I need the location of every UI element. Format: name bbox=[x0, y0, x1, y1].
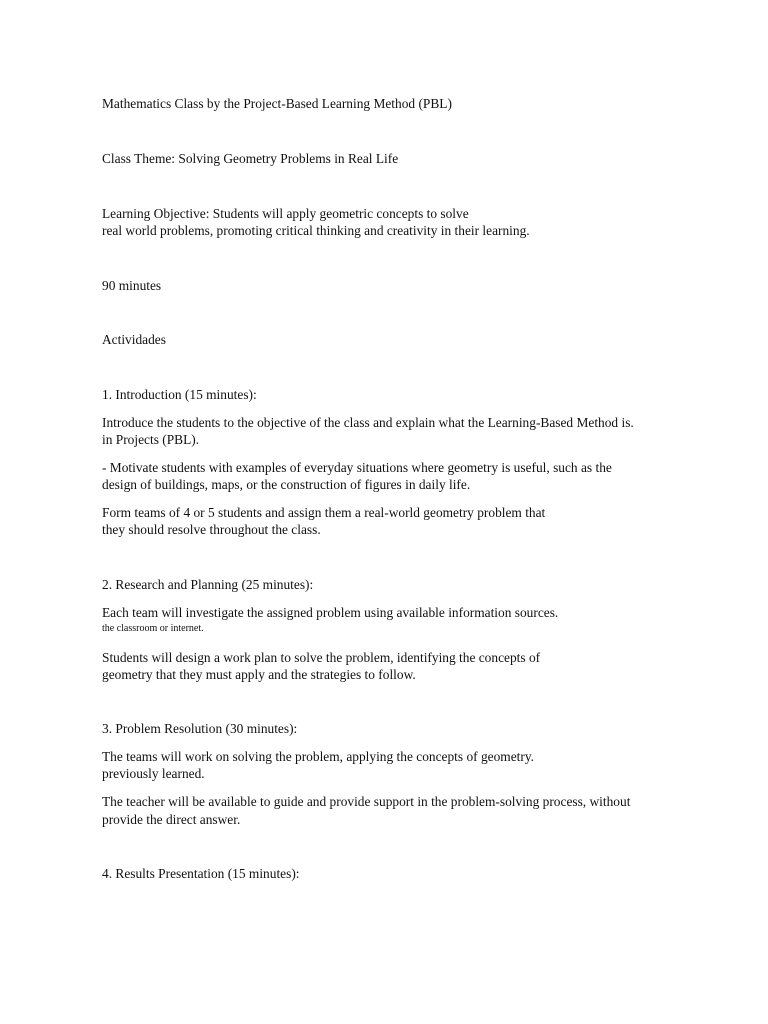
paragraph-line: Each team will investigate the assigned problem using available information sources. bbox=[102, 605, 559, 620]
paragraph-line: The teacher will be available to guide and provide support in the problem-solving process, without bbox=[102, 794, 631, 809]
class-theme: Class Theme: Solving Geometry Problems in Real Life bbox=[102, 151, 399, 166]
paragraph-line: geometry that they must apply and the strategies to follow. bbox=[102, 667, 416, 682]
activities-heading: Actividades bbox=[102, 332, 166, 347]
paragraph-line: Introduce the students to the objective of the class and explain what the Learning-Based Method is. bbox=[102, 415, 634, 430]
section-heading: 4. Results Presentation (15 minutes): bbox=[102, 866, 300, 881]
paragraph-line: The teams will work on solving the problem, applying the concepts of geometry. bbox=[102, 749, 534, 764]
learning-objective-line-2: real world problems, promoting critical thinking and creativity in their learning. bbox=[102, 223, 530, 238]
class-duration: 90 minutes bbox=[102, 278, 162, 293]
section-heading: 2. Research and Planning (25 minutes): bbox=[102, 577, 314, 592]
paragraph-line: Form teams of 4 or 5 students and assign them a real-world geometry problem that bbox=[102, 505, 546, 520]
paragraph-line: the classroom or internet. bbox=[102, 623, 204, 634]
section-heading: 1. Introduction (15 minutes): bbox=[102, 387, 257, 402]
paragraph-line: - Motivate students with examples of everyday situations where geometry is useful, such as the bbox=[102, 460, 612, 475]
learning-objective-line-1: Learning Objective: Students will apply geometric concepts to solve bbox=[102, 206, 469, 221]
paragraph-line: design of buildings, maps, or the construction of figures in daily life. bbox=[102, 477, 471, 492]
paragraph-line: previously learned. bbox=[102, 766, 205, 781]
paragraph-line: Students will design a work plan to solve the problem, identifying the concepts of bbox=[102, 650, 541, 665]
document-title: Mathematics Class by the Project-Based Learning Method (PBL) bbox=[102, 96, 452, 111]
section-heading: 3. Problem Resolution (30 minutes): bbox=[102, 721, 298, 736]
paragraph-line: provide the direct answer. bbox=[102, 812, 241, 827]
paragraph-line: they should resolve throughout the class. bbox=[102, 522, 321, 537]
paragraph-line: in Projects (PBL). bbox=[102, 432, 200, 447]
